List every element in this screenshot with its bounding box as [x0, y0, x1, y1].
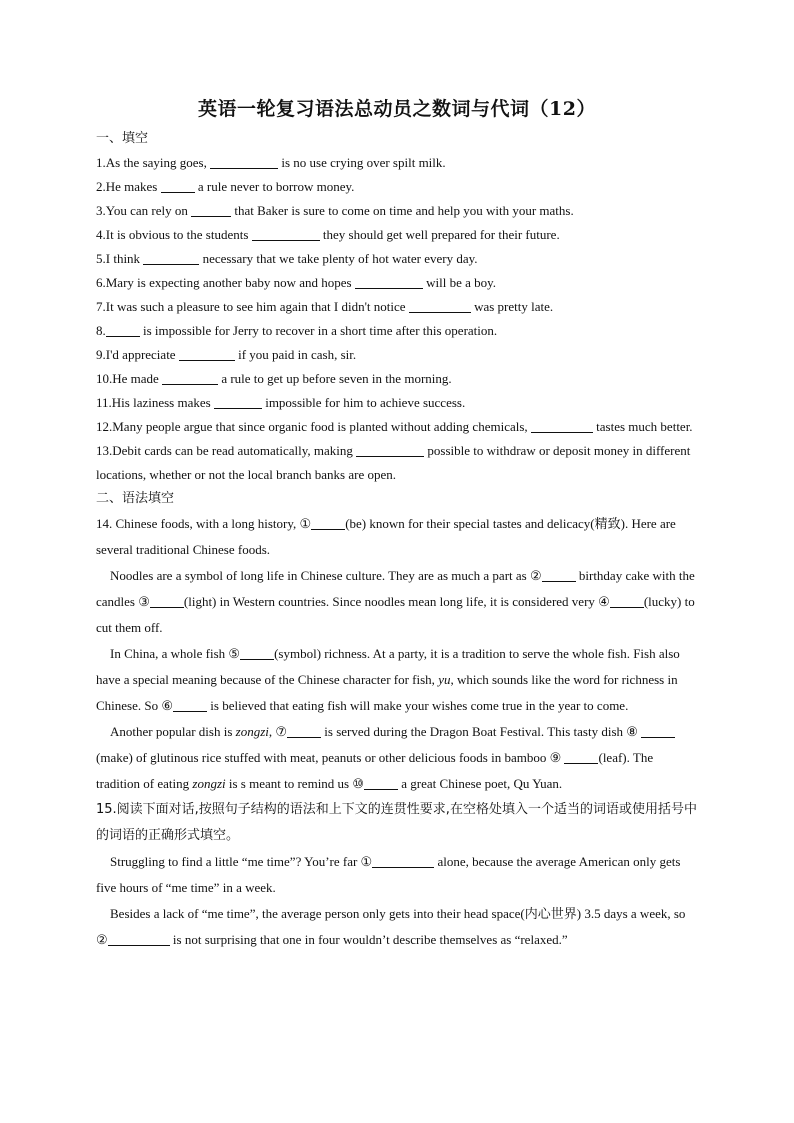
question-11 — [96, 391, 698, 415]
answer-blank[interactable] — [150, 593, 184, 608]
answer-blank[interactable] — [108, 931, 170, 946]
answer-blank[interactable] — [641, 723, 675, 738]
q6-text-post: will be a boy. — [422, 275, 497, 290]
p14-italic-word: zongzi — [192, 776, 226, 791]
p14-text: is s meant to remind us ⑩ — [225, 776, 365, 791]
q1-text-pre: 1.As the saying goes, — [96, 155, 211, 170]
p14-text: , which sounds like the word for richness in Chinese. So ⑥ — [96, 672, 678, 713]
q10-text-post: a rule to get up before seven in the morning. — [218, 371, 452, 386]
section-heading-grammar-fill: 二、语法填空 — [96, 491, 175, 506]
worksheet-page — [96, 94, 698, 953]
p14-text: (make) of glutinous rice stuffed with meat, peanuts or other delicious foods in bamboo ⑨ — [96, 750, 565, 765]
p14-text: a great Chinese poet, Qu Yuan. — [398, 776, 563, 791]
p14-text: (light) in Western countries. Since noodles mean long life, it is considered very ④ — [183, 594, 610, 609]
passage-14-para-3 — [96, 641, 698, 719]
answer-blank[interactable] — [240, 645, 274, 660]
answer-blank[interactable] — [409, 298, 471, 313]
passage-14-para-1 — [96, 511, 698, 563]
p14-text: (lucky) to cut them off. — [96, 594, 695, 635]
answer-blank[interactable] — [531, 418, 593, 433]
passage-15-instructions: 15.阅读下面对话,按照句子结构的语法和上下文的连贯性要求,在空格处填入一个适当的词语或使用括号中的词语的正确形式填空。 — [96, 802, 697, 843]
answer-blank[interactable] — [161, 178, 195, 193]
answer-blank[interactable] — [252, 226, 320, 241]
q4-text-pre: 4.It is obvious to the students — [96, 227, 252, 242]
q13-text-pre: 13.Debit cards can be read automatically, making — [96, 443, 357, 458]
answer-blank[interactable] — [542, 567, 576, 582]
p14-text: Noodles are a symbol of long life in Chinese culture. They are as much a part as ② — [110, 568, 542, 583]
passage-14-para-2 — [96, 563, 698, 641]
p14-text: , ⑦ — [268, 724, 288, 739]
question-3 — [96, 199, 698, 223]
q8-text-post: is impossible for Jerry to recover in a short time after this operation. — [139, 323, 498, 338]
q3-text-pre: 3.You can rely on — [96, 203, 192, 218]
p14-text: In China, a whole fish ⑤ — [110, 646, 241, 661]
answer-blank[interactable] — [106, 322, 140, 337]
answer-blank[interactable] — [287, 723, 321, 738]
q2-text-post: a rule never to borrow money. — [194, 179, 355, 194]
question-4 — [96, 223, 698, 247]
p14-text: is believed that eating fish will make your wishes come true in the year to come. — [207, 698, 629, 713]
answer-blank[interactable] — [179, 346, 235, 361]
q11-text-pre: 11.His laziness makes — [96, 395, 214, 410]
question-8 — [96, 319, 698, 343]
q12-text-post: tastes much better. — [592, 419, 693, 434]
question-1 — [96, 151, 698, 175]
question-12 — [96, 415, 698, 439]
answer-blank[interactable] — [564, 749, 598, 764]
question-2 — [96, 175, 698, 199]
question-9 — [96, 343, 698, 367]
answer-blank[interactable] — [372, 853, 434, 868]
q6-text-pre: 6.Mary is expecting another baby now and hopes — [96, 275, 355, 290]
q4-text-post: they should get well prepared for their future. — [319, 227, 560, 242]
p15-text: is not surprising that one in four wouldn’t describe themselves as “relaxed.” — [169, 932, 568, 947]
p14-text: birthday cake with the candles ③ — [96, 568, 695, 609]
question-10 — [96, 367, 698, 391]
answer-blank[interactable] — [210, 154, 278, 169]
answer-blank[interactable] — [173, 697, 207, 712]
q5-text-pre: 5.I think — [96, 251, 144, 266]
q5-text-post: necessary that we take plenty of hot water every day. — [199, 251, 478, 266]
answer-blank[interactable] — [610, 593, 644, 608]
p15-text: Besides a lack of “me time”, the average person only gets into their head space(内心世界) 3.5 days a week, so ② — [96, 906, 686, 947]
q1-text-post: is no use crying over spilt milk. — [278, 155, 446, 170]
p14-text: (leaf). The tradition of eating — [96, 750, 654, 791]
passage-15-para-2 — [96, 901, 698, 953]
answer-blank[interactable] — [162, 370, 218, 385]
question-7 — [96, 295, 698, 319]
answer-blank[interactable] — [364, 775, 398, 790]
passage-15-para-1 — [96, 849, 698, 901]
answer-blank[interactable] — [143, 250, 199, 265]
p14-italic-word: yu — [438, 672, 451, 687]
q12-text-pre: 12.Many people argue that since organic food is planted without adding chemicals, — [96, 419, 531, 434]
q7-text-post: was pretty late. — [470, 299, 554, 314]
p14-text: (be) known for their special tastes and delicacy(精致). Here are several traditional Chinese foods. — [96, 516, 676, 557]
q9-text-pre: 9.I'd appreciate — [96, 347, 179, 362]
question-6 — [96, 271, 698, 295]
q10-text-pre: 10.He made — [96, 371, 163, 386]
answer-blank[interactable] — [311, 515, 345, 530]
page-title: 英语一轮复习语法总动员之数词与代词（12） — [198, 98, 596, 120]
q9-text-post: if you paid in cash, sir. — [234, 347, 357, 362]
p15-text: Struggling to find a little “me time”? You’re far ① — [110, 854, 373, 869]
question-13 — [96, 439, 698, 487]
p14-text: is served during the Dragon Boat Festival. This tasty dish ⑧ — [321, 724, 642, 739]
q2-text-pre: 2.He makes — [96, 179, 161, 194]
q13-text-post: possible to withdraw or deposit money in different locations, whether or not the local branch banks are open. — [96, 443, 691, 482]
section-heading-fill-in: 一、填空 — [96, 131, 149, 146]
p14-italic-word: zongzi — [235, 724, 269, 739]
q8-text-pre: 8. — [96, 323, 106, 338]
q7-text-pre: 7.It was such a pleasure to see him again that I didn't notice — [96, 299, 409, 314]
question-5 — [96, 247, 698, 271]
q11-text-post: impossible for him to achieve success. — [261, 395, 466, 410]
p14-text: Another popular dish is — [110, 724, 236, 739]
p14-text: 14. Chinese foods, with a long history, ① — [96, 516, 312, 531]
passage-14-para-4 — [96, 719, 698, 797]
p15-text: alone, because the average American only gets five hours of “me time” in a week. — [96, 854, 681, 895]
answer-blank[interactable] — [214, 394, 262, 409]
q3-text-post: that Baker is sure to come on time and help you with your maths. — [231, 203, 574, 218]
p14-text: (symbol) richness. At a party, it is a tradition to serve the whole fish. Fish also have a special meaning because of the Chinese character for fish, — [96, 646, 680, 687]
answer-blank[interactable] — [355, 274, 423, 289]
answer-blank[interactable] — [191, 202, 231, 217]
answer-blank[interactable] — [356, 442, 424, 457]
